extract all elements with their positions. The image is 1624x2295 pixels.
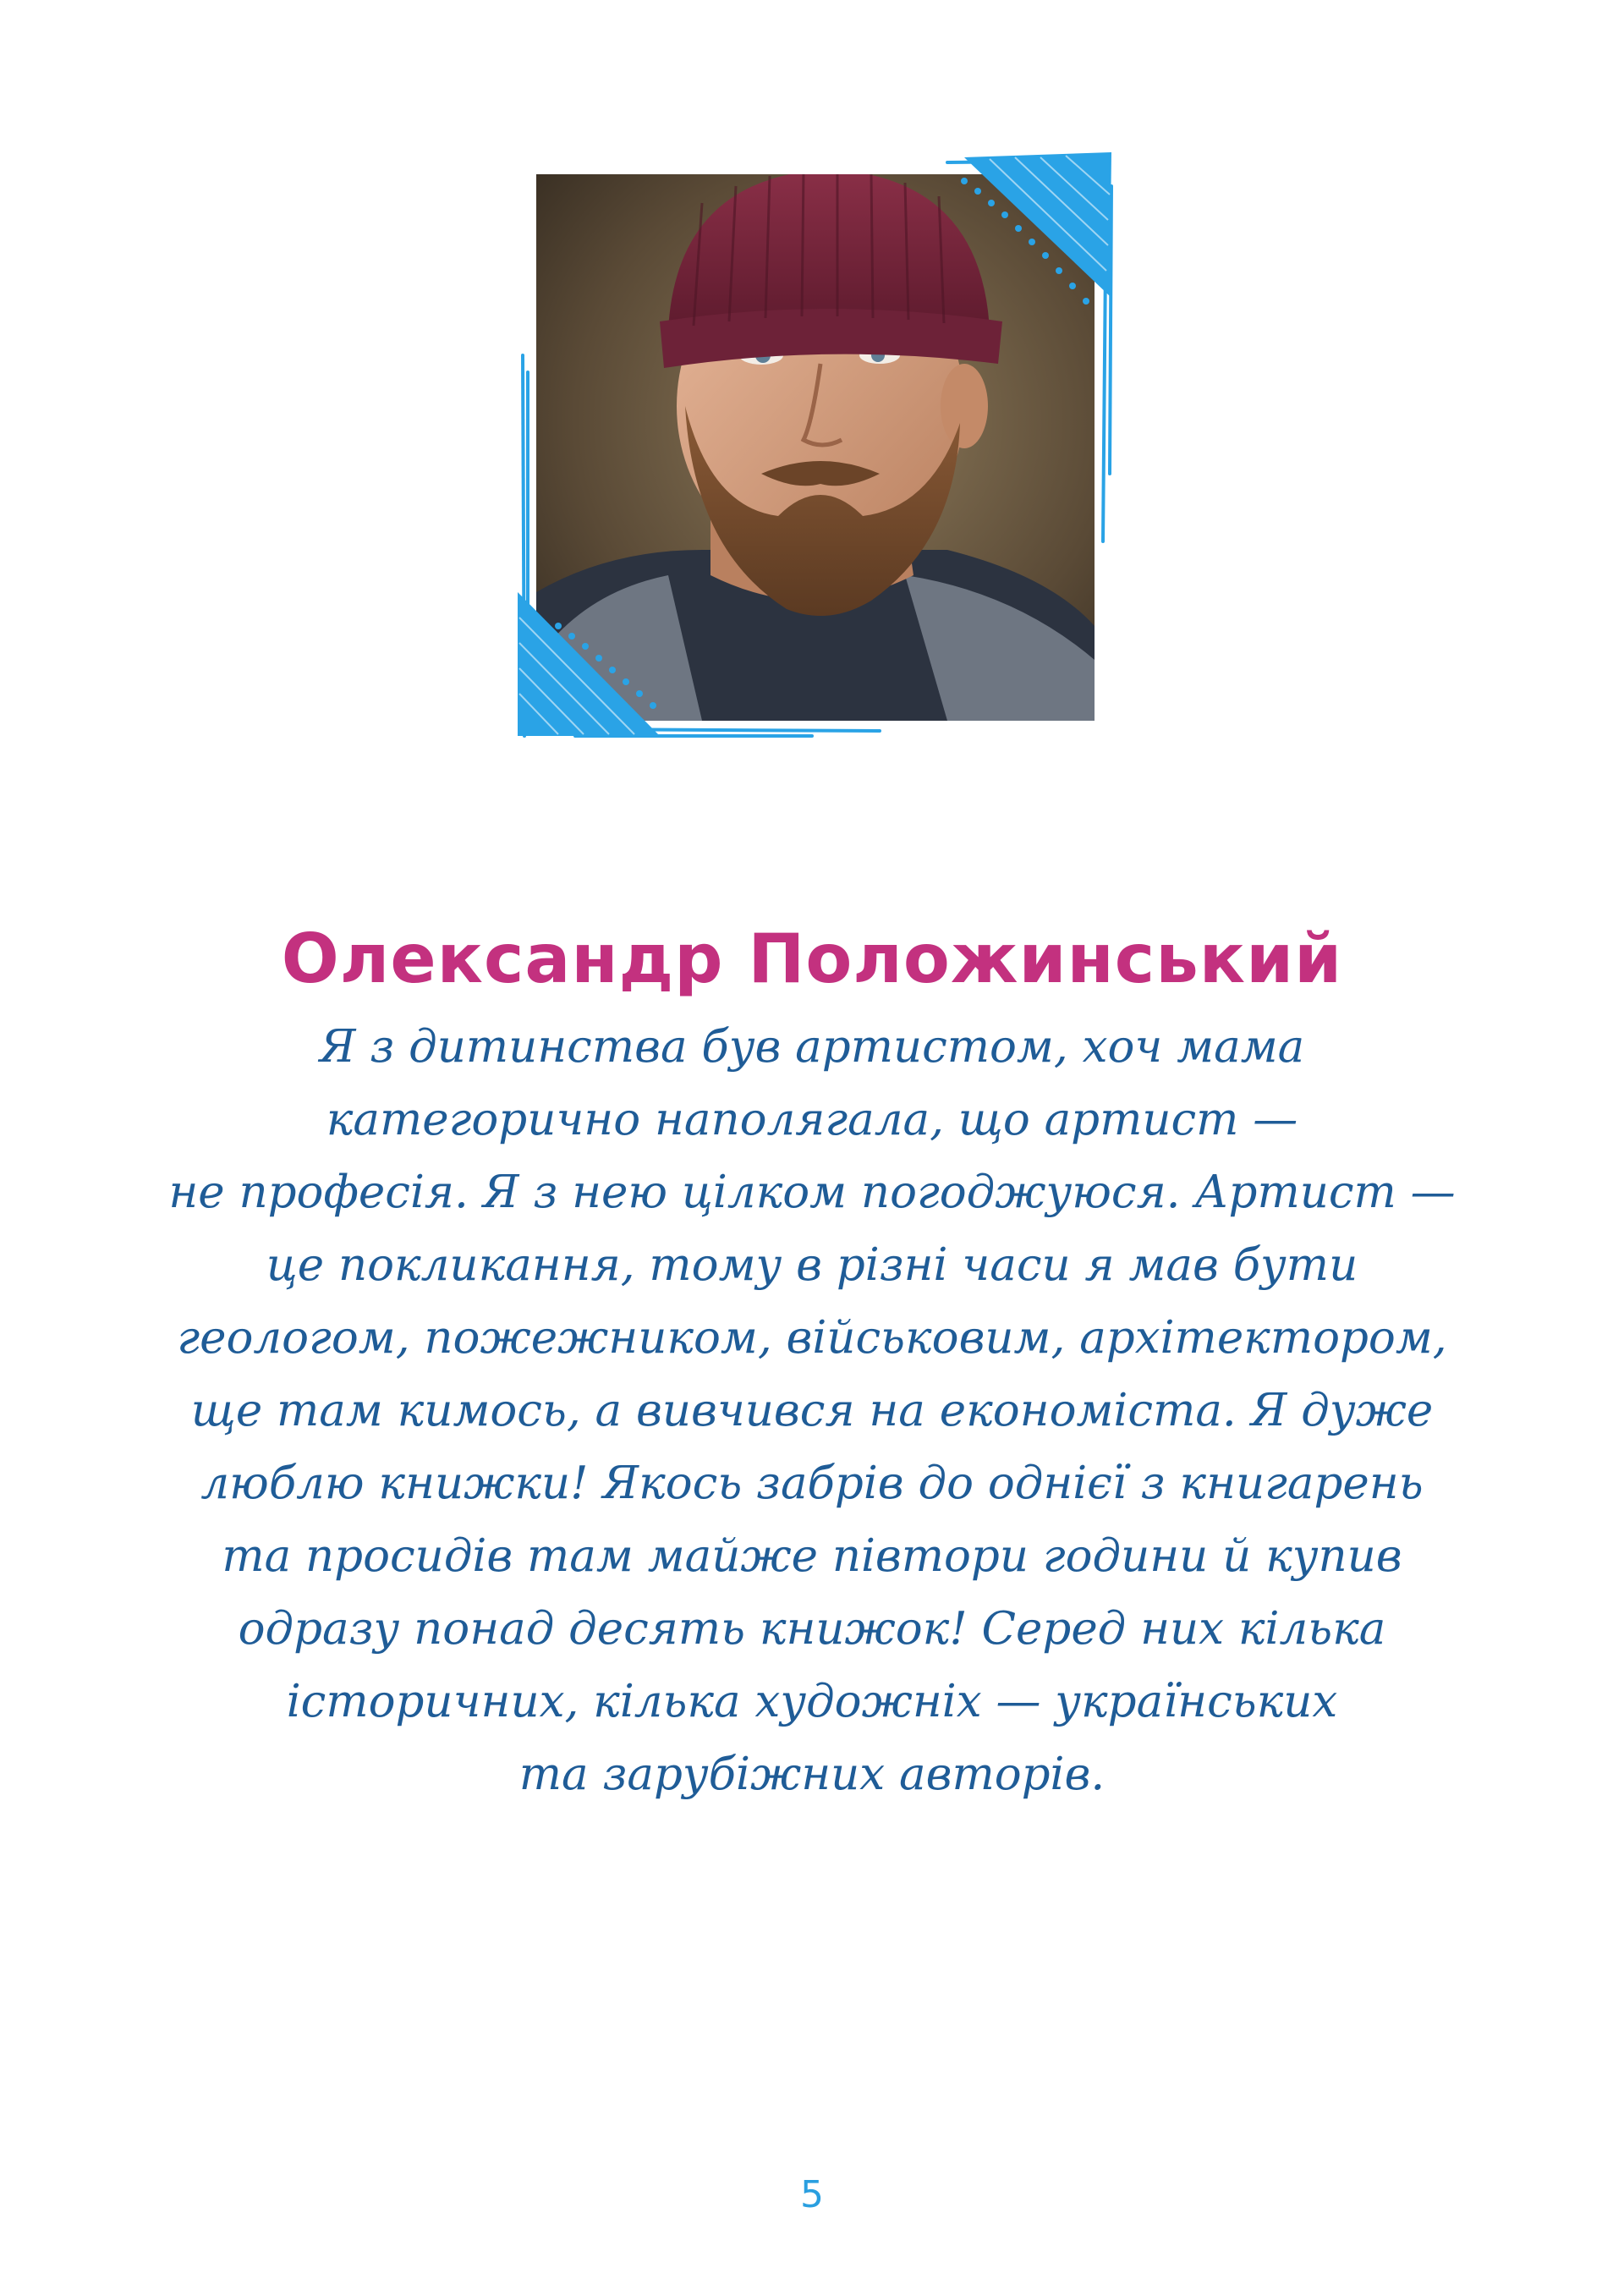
quote-line: Я з дитинства був артистом, хоч мама	[319, 1021, 1305, 1073]
portrait-photo	[508, 152, 1116, 744]
quote-line: історичних, кілька художніх — українських	[286, 1676, 1338, 1727]
author-name: Олександр Положинський	[281, 919, 1343, 998]
quote-line: ще там кимось, а вивчився на економіста. Я дуже	[190, 1385, 1434, 1436]
author-quote	[135, 1011, 1489, 1811]
quote-line: не професія. Я з нею цілком погоджуюся. Артист —	[168, 1167, 1456, 1218]
quote-line: геологом, пожежником, військовим, архітектором,	[177, 1312, 1447, 1364]
quote-line: одразу понад десять книжок! Серед них кілька	[238, 1603, 1386, 1655]
quote-line: та просидів там майже півтори години й купив	[222, 1530, 1402, 1582]
quote-line: це покликання, тому в різні часи я мав бути	[266, 1239, 1358, 1291]
author-portrait	[508, 152, 1116, 744]
quote-line: люблю книжки! Якось забрів до однієї з книгарень	[200, 1458, 1424, 1509]
quote-line: категорично наполягала, що артист —	[326, 1094, 1298, 1145]
quote-line: та зарубіжних авторів.	[518, 1749, 1106, 1800]
page-number: 5	[800, 2173, 824, 2216]
